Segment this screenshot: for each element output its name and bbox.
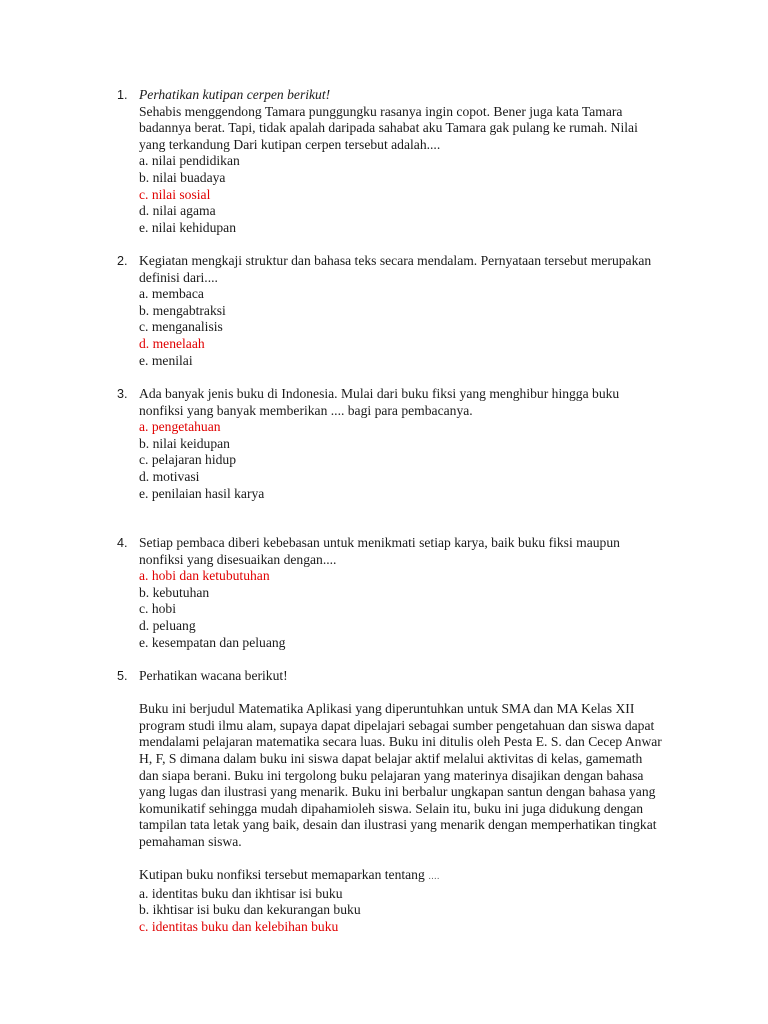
question-text-line: Ada banyak jenis buku di Indonesia. Mulai dari buku fiksi yang menghibur hingga buku [139, 386, 620, 401]
option-c-correct-answer: c. identitas buku dan kelebihan buku [139, 918, 339, 934]
question-text-line: Setiap pembaca diberi kebebasan untuk menikmati setiap karya, baik buku fiksi maupun [139, 535, 620, 550]
blank-line [139, 685, 682, 702]
option-d: d. motivasi [139, 468, 200, 484]
question-number: 2. [117, 254, 128, 268]
question-number: 3. [117, 387, 128, 401]
passage-line: Buku ini berjudul Matematika Aplikasi yang diperuntuhkan untuk SMA dan MA Kelas XII [139, 701, 635, 717]
question-number: 4. [117, 536, 128, 550]
option-a: a. nilai pendidikan [139, 153, 240, 169]
passage-line: tampilan tata letak yang baik, desain dan ilustrasi yang menarik dengan memperhatikan tingkat [139, 817, 657, 833]
passage-line: pemahaman siswa. [139, 833, 242, 849]
passage-line: mendalami pelajaran matematika secara luas. Buku ini ditulis oleh Pesta E. S. dan Cecep Anwar [139, 734, 662, 750]
question-1 [117, 87, 682, 236]
question-text: Kutipan buku nonfiksi tersebut memaparkan tentang [139, 867, 425, 883]
option-a: a. membaca [139, 286, 204, 302]
option-a-correct-answer: a. hobi dan ketubutuhan [139, 568, 270, 584]
question-text-line: definisi dari.... [139, 269, 218, 285]
passage-line: dan siapa berani. Buku ini tergolong buku pelajaran yang materinya disajikan dengan bahasa [139, 767, 644, 783]
blank-line [139, 851, 682, 868]
question-text-line: nonfiksi yang banyak memberikan .... bagi para pembacanya. [139, 402, 473, 418]
passage-line: yang lugas dan ilustrasi yang menarik. Buku ini berbalur ungkapan santun dengan bahasa yang [139, 784, 656, 800]
option-b: b. nilai buadaya [139, 169, 226, 185]
passage-line: yang terkandung Dari kutipan cerpen tersebut adalah.... [139, 136, 441, 152]
question-4 [117, 535, 682, 651]
question-number: 5. [117, 669, 128, 683]
question-2 [117, 253, 682, 369]
question-3 [117, 386, 682, 502]
option-a-correct-answer: a. pengetahuan [139, 419, 221, 435]
option-e: e. menilai [139, 352, 193, 368]
question-prompt: Perhatikan wacana berikut! [139, 668, 288, 683]
question-dots: .... [428, 872, 440, 883]
option-c: c. pelajaran hidup [139, 452, 237, 468]
option-c: c. menganalisis [139, 319, 223, 335]
option-c: c. hobi [139, 601, 176, 617]
passage-line: H, F, S dimana dalam buku ini siswa dapat belajar aktif melalui aktivitas di kelas, gamemath [139, 750, 643, 766]
option-b: b. mengabtraksi [139, 302, 226, 318]
question-prompt: Perhatikan kutipan cerpen berikut! [139, 87, 331, 102]
option-e: e. penilaian hasil karya [139, 485, 265, 501]
question-text-line: nonfiksi yang disesuaikan dengan.... [139, 551, 337, 567]
question-number: 1. [117, 88, 128, 102]
passage-line: komunikatif sehingga mudah dipahamioleh siswa. Selain itu, buku ini juga didukung dengan [139, 800, 644, 816]
option-c-correct-answer: c. nilai sosial [139, 186, 211, 202]
option-d: d. nilai agama [139, 203, 216, 219]
option-d-correct-answer: d. menelaah [139, 335, 205, 351]
question-5 [117, 668, 682, 936]
option-a: a. identitas buku dan ikhtisar isi buku [139, 885, 343, 901]
passage-line: program studi ilmu alam, supaya dapat dipelajari sebagai sumber pengetahuan dan siswa dapat [139, 717, 655, 733]
option-b: b. kebutuhan [139, 584, 210, 600]
option-d: d. peluang [139, 617, 196, 633]
passage-line: badannya berat. Tapi, tidak apalah daripada sahabat aku Tamara gak pulang ke rumah. Nilai [139, 120, 638, 136]
question-text-line [139, 867, 682, 886]
option-b: b. nilai keidupan [139, 435, 230, 451]
passage-line: Sehabis menggendong Tamara punggungku rasanya ingin copot. Bener juga kata Tamara [139, 103, 623, 119]
option-e: e. nilai kehidupan [139, 219, 237, 235]
option-e: e. kesempatan dan peluang [139, 634, 286, 650]
option-b: b. ikhtisar isi buku dan kekurangan buku [139, 902, 361, 918]
question-text-line: Kegiatan mengkaji struktur dan bahasa teks secara mendalam. Pernyataan tersebut merupakan [139, 253, 652, 268]
